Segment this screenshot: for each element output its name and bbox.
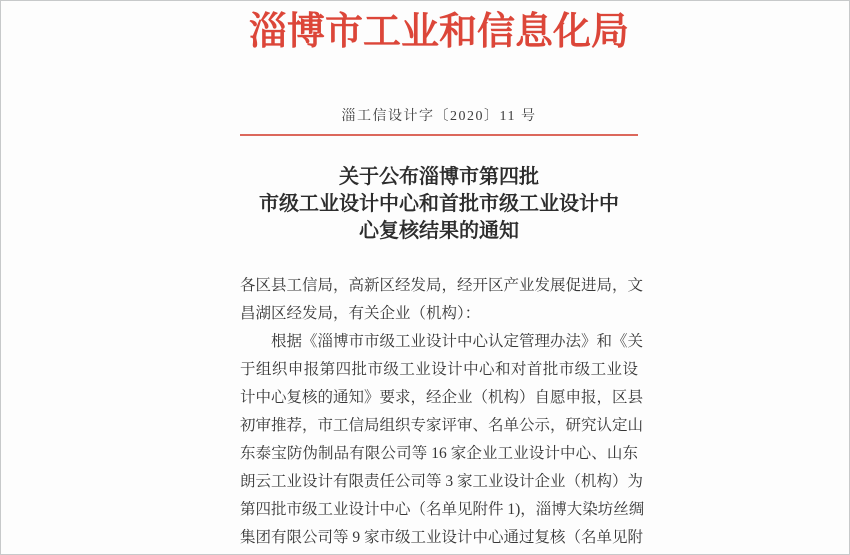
red-divider-rule bbox=[240, 134, 638, 136]
body-line: 朗云工业设计有限责任公司等 3 家工业设计企业（机构）为 bbox=[240, 473, 644, 490]
notice-body bbox=[240, 272, 645, 552]
body-line: 根据《淄博市市级工业设计中心认定管理办法》和《关 bbox=[271, 333, 644, 350]
body-line: 初审推荐，市工信局组织专家评审、名单公示，研究认定山 bbox=[240, 417, 644, 434]
body-line: 于组织申报第四批市级工业设计中心和对首批市级工业设 bbox=[240, 361, 638, 378]
notice-title bbox=[240, 164, 638, 245]
salutation-line: 昌湖区经发局，有关企业（机构）： bbox=[240, 305, 481, 322]
salutation-line: 各区县工信局，高新区经发局，经开区产业发展促进局，文 bbox=[240, 277, 644, 294]
body-line: 计中心复核的通知》要求，经企业（机构）自愿申报，区县 bbox=[240, 389, 644, 406]
notice-title-line: 市级工业设计中心和首批市级工业设计中 bbox=[259, 193, 619, 215]
body-line: 东泰宝防伪制品有限公司等 16 家企业工业设计中心、山东 bbox=[240, 445, 638, 462]
document-reference-number: 淄工信设计字〔2020〕11 号 bbox=[341, 109, 537, 124]
document-content-column bbox=[240, 6, 645, 552]
letterhead-agency-title: 淄博市工业和信息化局 bbox=[248, 11, 629, 53]
body-line: 第四批市级工业设计中心（名单见附件 1)，淄博大染坊丝绸 bbox=[240, 501, 645, 518]
notice-title-line: 关于公布淄博市第四批 bbox=[339, 166, 539, 188]
body-line: 集团有限公司等 9 家市级工业设计中心通过复核（名单见附 bbox=[240, 529, 644, 546]
notice-title-line: 心复核结果的通知 bbox=[359, 220, 519, 242]
